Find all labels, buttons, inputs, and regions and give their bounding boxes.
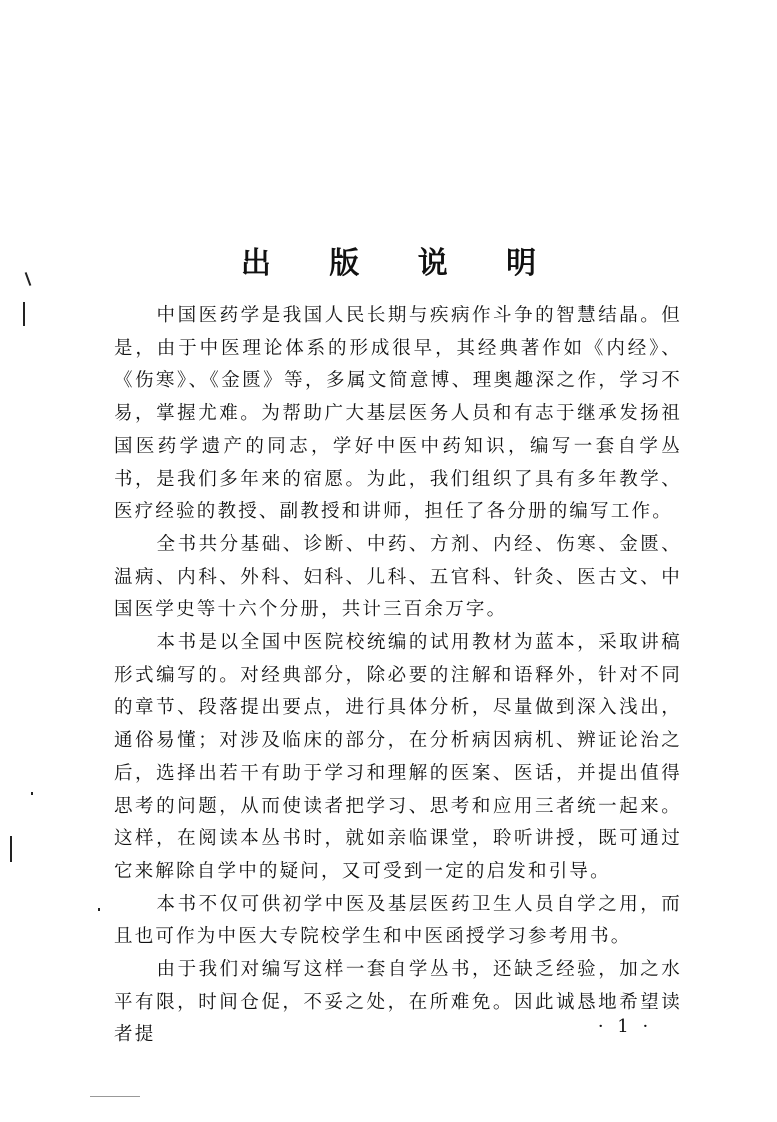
scan-artifact — [10, 836, 12, 862]
paragraph: 本书不仅可供初学中医及基层医药卫生人员自学之用，而且也可作为中医大专院校学生和中医函授学习参考用书。 — [114, 893, 682, 948]
scan-artifact — [90, 1096, 140, 1097]
scan-artifact — [23, 302, 25, 326]
scan-artifact — [98, 908, 100, 911]
paragraph: 全书共分基础、诊断、中药、方剂、内经、伤寒、金匮、温病、内科、外科、妇科、儿科、五官科、针灸、医古文、中国医学史等十六个分册，共计三百余万字。 — [114, 533, 682, 621]
page-title: 出 版 说 明 — [240, 246, 561, 282]
page-number: · 1 · — [597, 1016, 653, 1037]
scan-artifact — [31, 792, 33, 795]
paragraph: 中国医药学是我国人民长期与疾病作斗争的智慧结晶。但是，由于中医理论体系的形成很早，其经典著作如《内经》、《伤寒》、《金匮》等，多属文简意博、理奥趣深之作，学习不易，掌握尤难。为帮助广大基层医务人员和有志于继承发扬祖国医药学遗产的同志，学好中医中药知识，编写一套自学丛书，是我们多年来的宿愿。为此，我们组织了具有多年教学、医疗经验的教授、副教授和讲师，担任了各分册的编写工作。 — [114, 305, 682, 523]
paragraph: 本书是以全国中医院校统编的试用教材为蓝本，采取讲稿形式编写的。对经典部分，除必要的注解和语释外，针对不同的章节、段落提出要点，进行具体分析，尽量做到深入浅出，通俗易懂；对涉及临床的部分，在分析病因病机、辨证论治之后，选择出若干有助于学习和理解的医案、医话，并提出值得思考的问题，从而使读者把学习、思考和应用三者统一起来。这样，在阅读本丛书时，就如亲临课堂，聆听讲授，既可通过它来解除自学中的疑问，又可受到一定的启发和引导。 — [114, 632, 682, 882]
body-text — [114, 300, 682, 1052]
paragraph: 由于我们对编写这样一套自学丛书，还缺乏经验，加之水平有限，时间仓促，不妥之处，在所难免。因此诚恳地希望读者提 — [114, 959, 682, 1046]
